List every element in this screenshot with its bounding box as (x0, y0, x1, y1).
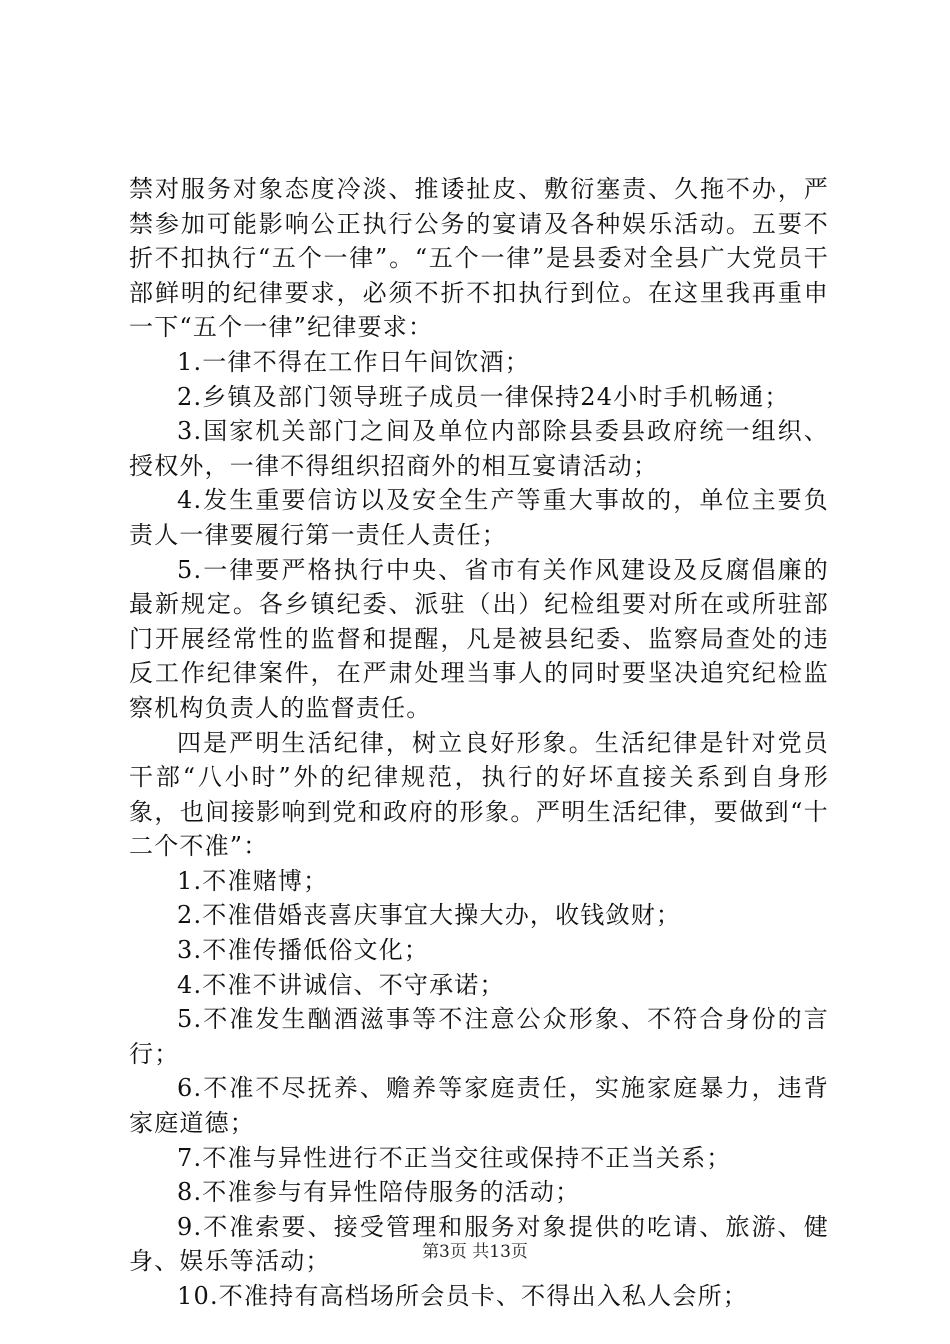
page-number-footer: 第3页 共13页 (422, 1242, 528, 1262)
document-body (129, 172, 829, 1314)
list-item: 5.一律要严格执行中央、省市有关作风建设及反腐倡廉的最新规定。各乡镇纪委、派驻（出）纪检组要对所在或所驻部门开展经常性的监督和提醒，凡是被县纪委、监察局查处的违反工作纪律案件，在严肃处理当事人的同时要坚决追究纪检监察机构负责人的监督责任。 (129, 555, 829, 722)
list-item: 1.不准赌博； (177, 866, 329, 895)
list-item: 10.不准持有高档场所会员卡、不得出入私人会所； (177, 1282, 748, 1310)
list-item: 9.不准索要、接受管理和服务对象提供的吃请、旅游、健身、娱乐等活动； (129, 1212, 829, 1276)
list-item: 5.不准发生酗酒滋事等不注意公众形象、不符合身份的言行； (129, 1005, 829, 1068)
list-item: 6.不准不尽抚养、赡养等家庭责任，实施家庭暴力，违背家庭道德； (129, 1074, 829, 1138)
list-item: 7.不准与异性进行不正当交往或保持不正当关系； (177, 1143, 732, 1172)
list-item: 3.不准传播低俗文化； (177, 936, 430, 965)
list-item: 3.国家机关部门之间及单位内部除县委县政府统一组织、授权外，一律不得组织招商外的相互宴请活动； (129, 417, 829, 480)
list-item: 2.乡镇及部门领导班子成员一律保持24小时手机畅通； (177, 382, 790, 411)
list-item: 2.不准借婚丧喜庆事宜大操大办，收钱敛财； (177, 901, 682, 930)
list-item: 8.不准参与有异性陪侍服务的活动； (177, 1178, 581, 1207)
list-item: 4.发生重要信访以及安全生产等重大事故的，单位主要负责人一律要履行第一责任人责任； (129, 486, 829, 549)
list-item: 4.不准不讲诚信、不守承诺； (177, 970, 505, 999)
paragraph: 禁对服务对象态度冷淡、推诿扯皮、敷衍塞责、久拖不办，严禁参加可能影响公正执行公务的宴请及各种娱乐活动。五要不折不扣执行“五个一律”。“五个一律”是县委对全县广大党员干部鲜明的纪律要求，必须不折不扣执行到位。在这里我再重申一下“五个一律”纪律要求： (129, 175, 829, 342)
list-item: 1.一律不得在工作日午间饮酒； (177, 347, 530, 376)
paragraph: 四是严明生活纪律，树立良好形象。生活纪律是针对党员干部“八小时”外的纪律规范，执行的好坏直接关系到自身形象，也间接影响到党和政府的形象。严明生活纪律，要做到“十二个不准”： (129, 728, 829, 861)
